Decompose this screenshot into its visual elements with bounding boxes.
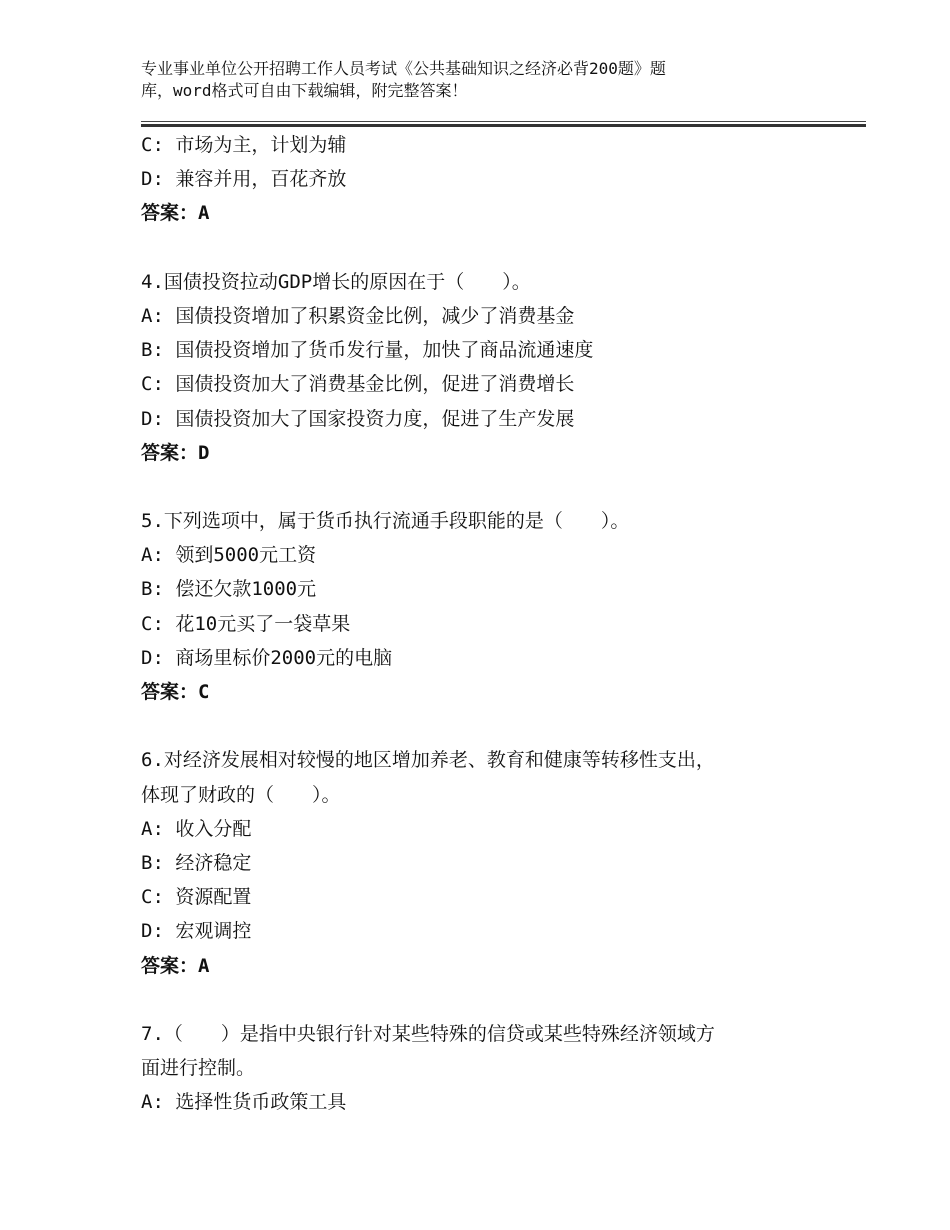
question-content xyxy=(141,128,821,1119)
header-divider-thin xyxy=(141,121,866,122)
question-stem-line-1: 7.（ ）是指中央银行针对某些特殊的信贷或某些特殊经济领域方 xyxy=(141,1022,715,1045)
header-title-line-2: 库，word格式可自由下载编辑，附完整答案！ xyxy=(141,81,468,100)
question-stem-line-1: 6.对经济发展相对较慢的地区增加养老、教育和健康等转移性支出， xyxy=(141,749,715,772)
question-stem: 5.下列选项中，属于货币执行流通手段职能的是（ ）。 xyxy=(141,510,630,533)
question-spacer xyxy=(141,231,821,265)
option-a: A: 选择性货币政策工具 xyxy=(141,1091,347,1114)
answer-line: 答案：D xyxy=(141,441,210,464)
question-7 xyxy=(141,1017,821,1120)
option-d: D: 国债投资加大了国家投资力度，促进了生产发展 xyxy=(141,407,575,430)
option-b: B: 国债投资增加了货币发行量，加快了商品流通速度 xyxy=(141,339,594,362)
answer-line: 答案：A xyxy=(141,202,210,225)
option-d: D: 商场里标价2000元的电脑 xyxy=(141,646,393,669)
option-d: D: 宏观调控 xyxy=(141,920,252,943)
question-stem-line-2: 面进行控制。 xyxy=(141,1057,256,1080)
option-a: A: 收入分配 xyxy=(141,817,252,840)
question-spacer xyxy=(141,470,821,504)
answer-line: 答案：A xyxy=(141,954,210,977)
option-c: C: 市场为主，计划为辅 xyxy=(141,134,347,156)
question-4 xyxy=(141,265,821,470)
option-a: A: 国债投资增加了积累资金比例，减少了消费基金 xyxy=(141,304,575,327)
question-5 xyxy=(141,504,821,709)
question-6 xyxy=(141,743,821,982)
header-title-line-1: 专业事业单位公开招聘工作人员考试《公共基础知识之经济必背200题》题 xyxy=(141,59,666,78)
header-divider-thick xyxy=(141,124,866,127)
option-c: C: 花10元买了一袋草果 xyxy=(141,612,351,635)
question-stem: 4.国债投资拉动GDP增长的原因在于（ ）。 xyxy=(141,270,531,293)
answer-line: 答案：C xyxy=(141,681,210,703)
question-stem-line-2: 体现了财政的（ ）。 xyxy=(141,783,341,806)
option-c: C: 资源配置 xyxy=(141,886,252,909)
question-3-tail xyxy=(141,128,821,231)
option-a: A: 领到5000元工资 xyxy=(141,544,317,567)
option-b: B: 经济稳定 xyxy=(141,851,252,874)
document-header xyxy=(141,58,781,102)
option-b: B: 偿还欠款1000元 xyxy=(141,578,317,601)
option-c: C: 国债投资加大了消费基金比例，促进了消费增长 xyxy=(141,373,575,396)
question-spacer xyxy=(141,983,821,1017)
question-spacer xyxy=(141,709,821,743)
option-d: D: 兼容并用，百花齐放 xyxy=(141,168,347,191)
